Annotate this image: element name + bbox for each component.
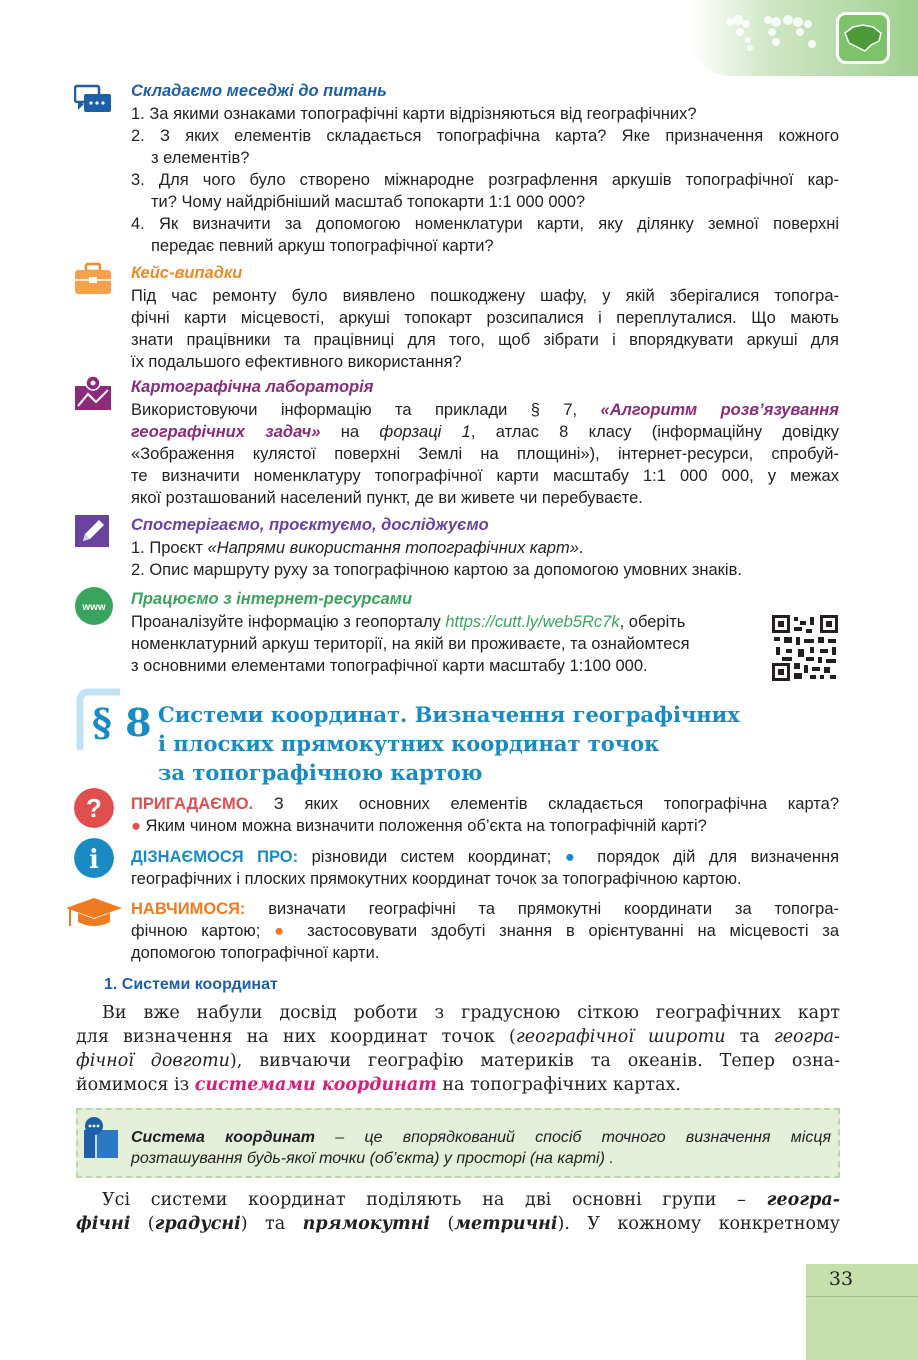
study-item-2: застосовувати здобуті знання в орієнтуванні на місцевості за bbox=[293, 922, 840, 940]
geo-tasks-link: географічних задач» bbox=[131, 423, 321, 441]
definition-text-1: – це впорядкований спосіб точного визначення місця bbox=[315, 1129, 832, 1146]
svg-text:www: www bbox=[82, 602, 106, 613]
question-mark-icon bbox=[74, 788, 114, 828]
question-4-line-1: 4. Як визначити за допомогою номенклатури карти, яку ділянку земної поверхні bbox=[131, 215, 839, 233]
intro-line-2-text: для визначення на них координат точок ( bbox=[76, 1027, 516, 1047]
recall-line-1 bbox=[131, 794, 839, 815]
world-map-icon bbox=[720, 10, 830, 60]
observe-item-1-end: . bbox=[578, 539, 584, 557]
latitude-term: географічної широти bbox=[515, 1027, 726, 1047]
paragraph-title-line-3: за топографічною картою bbox=[158, 760, 483, 785]
internet-title: Працюємо з інтернет-ресурсами bbox=[131, 590, 413, 608]
groups-and: ) та bbox=[240, 1214, 303, 1234]
lab-line-2-text: на bbox=[340, 423, 360, 441]
bullet-icon: ● bbox=[131, 817, 141, 835]
longitude-term-end: фічної довготи bbox=[76, 1051, 230, 1071]
page-number: 33 bbox=[828, 1268, 854, 1290]
definition-term: Система координат bbox=[131, 1129, 316, 1146]
cases-line-1: Під час ремонту було виявлено пошкоджену шафу, у якій зберігалися топогра- bbox=[131, 287, 839, 305]
observe-title: Спостерігаємо, проєктуємо, досліджуємо bbox=[131, 516, 489, 534]
lab-line-2-tail: , атлас 8 класу (інформаційну довідку bbox=[470, 423, 839, 441]
recall-question-1: З яких основних елементів складається топографічна карта? bbox=[253, 795, 839, 813]
question-2-line-2: з елементів? bbox=[151, 149, 250, 167]
geographic-term-end: фічні bbox=[76, 1214, 131, 1234]
recall-question-2: Яким чином можна визначити положення об’єкта на топографічній карті? bbox=[140, 817, 707, 835]
page-number-divider bbox=[806, 1296, 918, 1297]
lab-line-1-text: Використовуючи інформацію та приклади § 7, bbox=[131, 401, 578, 419]
ukraine-map-icon bbox=[839, 15, 887, 61]
study-line-3: допомогою топографічної карти. bbox=[131, 944, 380, 962]
lab-line-1 bbox=[131, 400, 839, 421]
groups-line-1-text: Усі системи координат поділяють на дві основні групи – bbox=[102, 1190, 767, 1210]
degree-term: градусні bbox=[154, 1214, 241, 1234]
svg-text:i: i bbox=[89, 845, 99, 875]
learn-line-2: географічних і плоских прямокутних координат точок за топографічною картою. bbox=[131, 870, 742, 888]
learn-line-1 bbox=[131, 847, 839, 868]
question-4-line-2: передає певний аркуш топографічної карти? bbox=[151, 237, 494, 255]
intro-line-4-text: йомимося із bbox=[76, 1075, 195, 1095]
intro-line-4-tail: на топографічних картах. bbox=[436, 1075, 681, 1095]
bullet-icon: ● bbox=[274, 922, 294, 940]
lab-line-3: «Зображення кулястої поверхні Землі на площині»), інтернет-ресурси, спробуй- bbox=[131, 445, 839, 463]
bullet-icon: ● bbox=[564, 848, 584, 866]
internet-line-3: з основними елементами топографічної карти масштабу 1:100 000. bbox=[131, 657, 648, 675]
observe-item-1-text: 1. Проєкт bbox=[131, 539, 203, 557]
svg-text:?: ? bbox=[86, 793, 102, 823]
metric-term: метричні bbox=[454, 1214, 558, 1234]
qr-code-icon[interactable] bbox=[772, 615, 838, 681]
paragraph-title-line-2: і плоских прямокутних координат точок bbox=[158, 731, 660, 756]
study-line-1 bbox=[131, 899, 839, 920]
briefcase-icon bbox=[74, 262, 112, 296]
intro-line-2 bbox=[76, 1025, 840, 1050]
endpaper-ref: форзаці 1 bbox=[379, 423, 471, 441]
definition-line-1 bbox=[131, 1127, 831, 1148]
coordinate-systems-term: системами координат bbox=[194, 1075, 437, 1095]
paragraph-number: § 8 bbox=[92, 700, 152, 745]
questions-title: Складаємо меседжі до питань bbox=[131, 82, 387, 100]
info-icon bbox=[74, 838, 114, 878]
chat-messages-icon bbox=[74, 84, 112, 118]
groups-line-2-tail: ). У кожному конкретному bbox=[557, 1214, 840, 1234]
groups-line-1 bbox=[76, 1188, 840, 1213]
map-pin-icon bbox=[74, 374, 112, 412]
paren-open-1: ( bbox=[130, 1214, 155, 1234]
learn-label: ДІЗНАЄМОСЯ ПРО: bbox=[131, 848, 299, 866]
algorithm-link: «Алгоритм розв’язування bbox=[600, 401, 839, 419]
www-icon bbox=[74, 586, 114, 626]
question-3-line-2: ти? Чому найдрібніший масштаб топокарти 1:1 000 000? bbox=[151, 193, 586, 211]
cases-line-4: їх подальшого ефективного використання? bbox=[131, 353, 462, 371]
paragraph-title-line-1: Системи координат. Визначення географічних bbox=[158, 702, 740, 727]
cases-line-3: знати працівники та працівниці для того, щоб зібрати і впорядкувати аркуші для bbox=[131, 331, 839, 349]
question-2-line-1: 2. З яких елементів складається топографічна карта? Яке призначення кожного bbox=[131, 127, 839, 145]
rectangular-term: прямокутні bbox=[302, 1214, 431, 1234]
longitude-term-start: геогра- bbox=[773, 1027, 840, 1047]
observe-item-1 bbox=[131, 538, 583, 559]
ukraine-map-badge bbox=[836, 12, 890, 64]
question-1: 1. За якими ознаками топографічні карти відрізняються від географічних? bbox=[131, 105, 697, 123]
recall-label: ПРИГАДАЄМО. bbox=[131, 795, 254, 813]
study-label: НАВЧИМОСЯ: bbox=[131, 900, 246, 918]
project-name: «Напрями використання топографічних карт» bbox=[207, 539, 579, 557]
section-heading: 1. Системи координат bbox=[104, 976, 278, 993]
cases-line-2: фічні карти місцевості, аркуші топокарт розсипалися і переплуталися. Що мають bbox=[131, 309, 839, 327]
definition-line-2: розташування будь-якої точки (об’єкта) у просторі (на карті) . bbox=[131, 1150, 614, 1167]
geographic-term-start: геогра- bbox=[766, 1190, 840, 1210]
internet-line-1-tail: , оберіть bbox=[619, 613, 686, 631]
internet-line-2: номенклатурний аркуш території, на якій ви проживаєте, та ознайомтеся bbox=[131, 635, 690, 653]
paren-open-2: ( bbox=[430, 1214, 455, 1234]
intro-line-3-text: ), вивчаючи географію материків та океанів. Тепер озна- bbox=[229, 1051, 840, 1071]
lab-line-5: якої розташований населений пункт, де ви живете чи перебуваєте. bbox=[131, 489, 643, 507]
book-chat-icon bbox=[82, 1116, 124, 1162]
question-3-line-1: 3. Для чого було створено міжнародне розграфлення аркушів топографічної кар- bbox=[131, 171, 839, 189]
geoportal-link[interactable]: https://cutt.ly/web5Rc7k bbox=[445, 613, 620, 631]
recall-line-2 bbox=[131, 816, 707, 837]
learn-item-2: порядок дій для визначення bbox=[583, 848, 840, 866]
learn-item-1: різновиди систем координат; bbox=[298, 848, 565, 866]
lab-line-2 bbox=[131, 422, 839, 443]
study-item-1-end: фічною картою; bbox=[131, 922, 275, 940]
groups-line-2 bbox=[76, 1212, 840, 1237]
intro-line-4 bbox=[76, 1073, 681, 1098]
intro-and: та bbox=[725, 1027, 774, 1047]
study-item-1: визначати географічні та прямокутні координати за топогра- bbox=[245, 900, 839, 918]
intro-line-3 bbox=[76, 1049, 840, 1074]
observe-item-2: 2. Опис маршруту руху за топографічною картою за допомогою умовних знаків. bbox=[131, 561, 742, 579]
internet-line-1-text: Проаналізуйте інформацію з геопорталу bbox=[131, 613, 441, 631]
intro-line-1: Ви вже набули досвід роботи з градусною сіткою географічних карт bbox=[102, 1003, 840, 1023]
lab-title: Картографічна лабораторія bbox=[131, 378, 374, 396]
pencil-icon bbox=[74, 514, 112, 548]
lab-line-4: те визначити номенклатуру топографічної карти масштабу 1:1 000 000, у межах bbox=[131, 467, 839, 485]
cases-title: Кейс-випадки bbox=[131, 264, 243, 282]
graduation-cap-icon bbox=[64, 896, 124, 932]
study-line-2 bbox=[131, 921, 839, 942]
internet-line-1 bbox=[131, 612, 685, 633]
